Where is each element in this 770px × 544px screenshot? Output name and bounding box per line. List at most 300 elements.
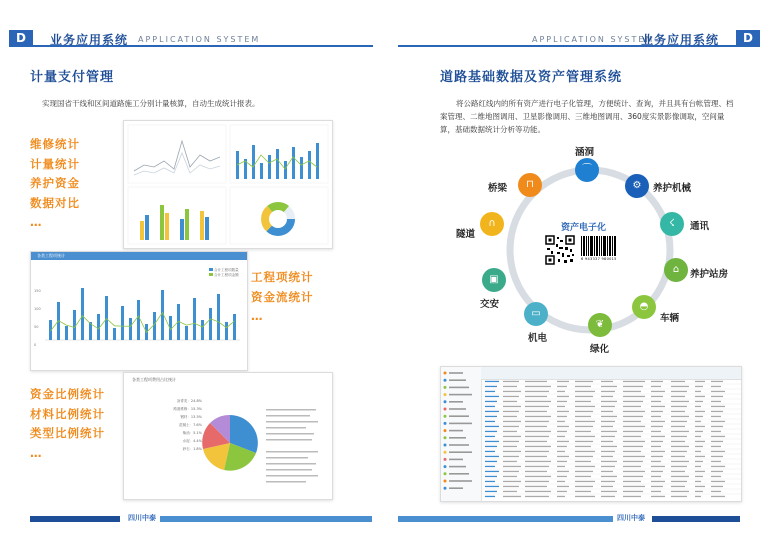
table-cell-text — [557, 411, 569, 412]
table-cell-text — [623, 486, 645, 487]
table-cell-text — [503, 436, 521, 437]
sidebar-text-line — [449, 423, 472, 425]
right-footer-label: 四川中泰 — [617, 514, 645, 522]
table-cell-text — [503, 486, 519, 487]
table-cell-text — [651, 496, 665, 497]
table-cell-text — [695, 396, 705, 397]
table-cell-text — [711, 451, 725, 452]
table-cell-text — [557, 406, 565, 407]
table-cell-text — [711, 406, 725, 407]
table-cell-text — [525, 471, 547, 472]
right-header-subtitle: APPLICATION SYSTEM — [532, 35, 655, 44]
table-cell-text — [711, 426, 723, 427]
table-cell-text — [525, 406, 549, 407]
table-cell-text — [485, 446, 497, 447]
table-cell-text — [575, 496, 595, 497]
table-cell-text — [503, 446, 517, 447]
table-cell-text — [711, 486, 723, 487]
pie-label: 钢材：13.5% — [180, 415, 202, 419]
table-cell-text — [651, 466, 665, 467]
table-cell-text — [503, 411, 519, 412]
table-cell-text — [695, 491, 703, 492]
sidebar-dot — [444, 444, 447, 447]
table-cell-text — [601, 406, 615, 407]
table-cell-text — [711, 401, 721, 402]
table-cell-text — [711, 391, 725, 392]
right-header-title: 业务应用系统 — [641, 33, 720, 47]
table-cell-text — [557, 391, 565, 392]
bus-icon: ▣ — [482, 268, 506, 292]
table-cell-text — [601, 496, 615, 497]
table-cell-text — [557, 496, 565, 497]
table-cell-text — [601, 436, 615, 437]
table-cell-text — [695, 381, 705, 382]
left-page-badge: D — [9, 30, 33, 47]
table-cell-text — [525, 491, 551, 492]
table-cell-text — [601, 466, 615, 467]
node-label-station: 养护站房 — [690, 269, 729, 280]
stats-list-2-item: 工程项统计 — [251, 270, 314, 284]
table-cell-text — [711, 466, 725, 467]
right-intro-text: 将公路红线内的所有资产进行电子化管理，方便统计、查询，并且具有台帐管理、档案管理、二维地图调用、卫星影像调用、三维地图调用、360度实景影像调取，空间量算，基础数据统计分析等功能。 — [440, 99, 734, 134]
table-cell-text — [695, 496, 701, 497]
table-cell-text — [623, 441, 645, 442]
table-cell-text — [557, 441, 569, 442]
table-cell-text — [711, 431, 721, 432]
table-cell-text — [485, 421, 495, 422]
table-cell-text — [503, 481, 521, 482]
table-cell-text — [557, 436, 565, 437]
stats-list-3-item: … — [30, 445, 43, 460]
barcode-number: 6 943337 980015 — [581, 257, 617, 261]
table-cell-text — [623, 411, 645, 412]
table-cell-text — [525, 391, 549, 392]
sidebar-text-line — [449, 394, 472, 396]
table-cell-text — [557, 471, 569, 472]
table-cell-text — [575, 461, 591, 462]
table-cell-text — [695, 476, 703, 477]
table-cell-text — [651, 421, 665, 422]
sidebar-text-line — [449, 487, 463, 489]
table-cell-text — [503, 406, 521, 407]
node-label-bridge: 桥梁 — [488, 183, 508, 194]
table-cell-text — [695, 406, 701, 407]
table-cell-text — [575, 381, 593, 382]
table-cell-text — [503, 461, 517, 462]
table-cell-text — [651, 456, 663, 457]
table-cell-text — [503, 471, 519, 472]
table-cell-text — [671, 406, 687, 407]
table-cell-text — [623, 476, 643, 477]
sidebar-dot — [444, 429, 447, 432]
table-cell-text — [651, 381, 663, 382]
table-cell-text — [695, 416, 703, 417]
table-cell-text — [695, 481, 701, 482]
table-cell-text — [711, 396, 723, 397]
table-cell-text — [711, 446, 721, 447]
table-cell-text — [711, 436, 725, 437]
table-cell-text — [695, 431, 703, 432]
table-cell-text — [623, 396, 645, 397]
stats-list-2-item: … — [251, 309, 264, 323]
cost-ratio-pie — [200, 403, 330, 495]
y-tick: 100 — [34, 307, 41, 311]
sidebar-dot — [444, 480, 447, 483]
table-cell-text — [671, 481, 687, 482]
stats-list-1-item: 维修统计 — [30, 137, 80, 151]
table-cell-text — [651, 406, 665, 407]
stat-bar — [193, 298, 196, 340]
table-cell-text — [485, 451, 495, 452]
stats-list-1-item: 计量统计 — [30, 156, 80, 171]
table-cell-text — [601, 431, 617, 432]
table-cell-text — [575, 401, 591, 402]
table-cell-text — [503, 466, 521, 467]
table-cell-text — [485, 426, 499, 427]
table-cell-text — [695, 486, 705, 487]
table-cell-text — [651, 391, 665, 392]
table-cell-text — [525, 446, 551, 447]
table-sidebar — [441, 367, 482, 501]
table-cell-text — [485, 416, 497, 417]
table-cell-text — [623, 451, 641, 452]
table-cell-text — [575, 436, 595, 437]
table-cell-text — [575, 416, 591, 417]
table-cell-text — [695, 401, 703, 402]
table-cell-text — [601, 391, 615, 392]
table-cell-text — [651, 491, 661, 492]
table-cell-text — [601, 396, 613, 397]
table-cell-text — [485, 456, 499, 457]
node-label-greening: 绿化 — [590, 344, 610, 355]
table-cell-text — [575, 491, 591, 492]
table-cell-text — [557, 446, 567, 447]
table-cell-text — [695, 426, 705, 427]
table-cell-text — [557, 476, 567, 477]
engineering-stats-panel-title: 各类工程项统计 — [31, 252, 247, 260]
table-cell-text — [485, 436, 495, 437]
table-cell-text — [575, 421, 595, 422]
table-cell-text — [503, 431, 517, 432]
table-cell-text — [557, 416, 567, 417]
sidebar-text-line — [449, 473, 469, 475]
stat-bar — [81, 288, 84, 340]
table-cell-text — [601, 456, 613, 457]
table-cell-text — [601, 411, 613, 412]
asset-table-screenshot — [440, 366, 742, 502]
table-cell-text — [623, 461, 643, 462]
table-cell-text — [601, 476, 617, 477]
table-cell-text — [623, 386, 643, 387]
node-label-communication: 通讯 — [690, 221, 710, 232]
table-cell-text — [485, 461, 497, 462]
table-cell-text — [503, 496, 521, 497]
dashboard-screenshot — [123, 120, 333, 249]
sidebar-dot — [444, 400, 447, 403]
sidebar-text-line — [449, 459, 463, 461]
table-cell-text — [557, 401, 567, 402]
sidebar-dot — [444, 422, 447, 425]
table-cell-text — [575, 456, 593, 457]
sidebar-dot — [444, 379, 447, 382]
table-cell-text — [485, 491, 497, 492]
table-cell-text — [557, 431, 567, 432]
table-cell-text — [651, 446, 661, 447]
sidebar-dot — [444, 487, 447, 490]
table-cell-text — [485, 406, 495, 407]
sidebar-dot — [444, 472, 447, 475]
table-cell-text — [623, 381, 645, 382]
node-label-culvert: 涵洞 — [575, 147, 595, 158]
legend-item: 合计工程项数量 — [214, 268, 239, 272]
dashboard-mini-charts — [124, 121, 332, 248]
table-cell-text — [485, 496, 495, 497]
qr-code-icon — [545, 235, 575, 265]
table-cell-text — [671, 491, 689, 492]
stats-list-3-item: 资金比例统计 — [30, 387, 105, 401]
table-cell-text — [623, 391, 641, 392]
plant-icon: ❦ — [588, 313, 612, 337]
table-cell-text — [525, 416, 551, 417]
left-footer-label: 四川中泰 — [128, 514, 156, 522]
stat-bar — [121, 306, 124, 340]
table-cell-text — [557, 486, 569, 487]
pie-label: 砂石：1.8% — [182, 447, 202, 451]
table-cell-text — [485, 431, 497, 432]
left-footer-bar-light — [160, 516, 372, 522]
table-cell-text — [601, 451, 615, 452]
table-cell-text — [503, 426, 519, 427]
table-cell-text — [671, 391, 687, 392]
table-cell-text — [651, 386, 661, 387]
table-cell-text — [651, 461, 661, 462]
table-cell-text — [623, 421, 641, 422]
stat-bar — [105, 296, 108, 340]
table-cell-text — [485, 411, 499, 412]
table-cell-text — [623, 401, 643, 402]
table-cell-text — [671, 461, 689, 462]
stats-list-3 — [30, 385, 105, 463]
table-cell-text — [695, 461, 703, 462]
table-cell-text — [623, 496, 641, 497]
stat-bar — [217, 294, 220, 340]
table-cell-text — [623, 481, 641, 482]
table-cell-text — [695, 471, 705, 472]
table-cell-text — [575, 386, 591, 387]
table-cell-text — [711, 481, 725, 482]
table-cell-text — [575, 486, 593, 487]
table-cell-text — [695, 411, 705, 412]
table-cell-text — [671, 451, 687, 452]
table-cell-text — [525, 476, 551, 477]
sidebar-text-line — [449, 437, 466, 439]
stats-list-1 — [30, 135, 80, 233]
table-cell-text — [695, 441, 705, 442]
table-cell-text — [601, 426, 613, 427]
table-cell-text — [651, 481, 665, 482]
tunnel-icon: ∩ — [480, 212, 504, 236]
table-cell-text — [651, 401, 661, 402]
right-footer-bar-light — [398, 516, 613, 522]
sidebar-dot — [444, 386, 447, 389]
table-cell-text — [575, 426, 593, 427]
sidebar-dot — [444, 393, 447, 396]
table-cell-text — [503, 391, 521, 392]
engineering-stats-chart — [45, 272, 243, 366]
table-cell-text — [711, 386, 721, 387]
table-cell-text — [525, 386, 551, 387]
sidebar-text-line — [449, 444, 469, 446]
table-cell-text — [557, 381, 569, 382]
table-cell-text — [575, 406, 595, 407]
table-cell-text — [601, 441, 613, 442]
table-cell-text — [651, 396, 663, 397]
table-cell-text — [575, 476, 591, 477]
sidebar-dot — [444, 372, 447, 375]
pie-label: 路面维修：15.3% — [173, 407, 202, 411]
table-cell-text — [671, 446, 689, 447]
table-cell-text — [711, 496, 725, 497]
table-cell-text — [575, 411, 593, 412]
legend-item: 合计工程项金额 — [214, 273, 239, 277]
sidebar-text-line — [449, 401, 463, 403]
stat-bar — [225, 322, 228, 340]
table-cell-text — [601, 491, 617, 492]
table-cell-text — [601, 471, 613, 472]
left-footer-bar-dark — [30, 516, 120, 522]
stat-bar — [129, 318, 132, 340]
stat-bar — [233, 314, 236, 340]
node-label-electromechanical: 机电 — [528, 333, 548, 344]
left-header-title: 业务应用系统 — [50, 33, 129, 47]
table-cell-text — [503, 476, 517, 477]
table-cell-text — [525, 486, 547, 487]
table-cell-text — [525, 496, 549, 497]
table-cell-text — [525, 456, 547, 457]
stat-bar — [65, 326, 68, 340]
table-cell-text — [503, 401, 517, 402]
table-cell-text — [711, 461, 721, 462]
table-cell-text — [623, 426, 645, 427]
table-cell-text — [671, 396, 685, 397]
engineering-stats-yticks — [34, 282, 41, 354]
table-cell-text — [671, 471, 685, 472]
pie-label: 水泥：4.4% — [182, 439, 202, 443]
table-cell-text — [651, 476, 661, 477]
table-cell-text — [671, 401, 689, 402]
stat-bar — [137, 300, 140, 340]
node-label-traffic-safety: 交安 — [480, 299, 500, 310]
table-cell-text — [575, 396, 593, 397]
table-cell-text — [503, 451, 521, 452]
sidebar-text-line — [449, 466, 466, 468]
table-cell-text — [485, 381, 499, 382]
sidebar-dot — [444, 436, 447, 439]
table-cell-text — [601, 381, 613, 382]
table-cell-text — [503, 441, 519, 442]
table-cell-text — [651, 431, 661, 432]
table-cell-text — [525, 381, 547, 382]
table-cell-text — [557, 386, 567, 387]
table-cell-text — [711, 456, 723, 457]
cost-ratio-screenshot — [123, 372, 333, 500]
table-cell-text — [601, 421, 615, 422]
table-cell-text — [485, 391, 495, 392]
left-header-subtitle: APPLICATION SYSTEM — [138, 35, 261, 44]
table-cell-text — [711, 411, 723, 412]
table-cell-text — [671, 466, 687, 467]
house-icon: ⌂ — [664, 258, 688, 282]
table-cell-text — [557, 491, 567, 492]
table-cell-text — [485, 471, 499, 472]
table-cell-text — [503, 416, 517, 417]
table-cell-text — [623, 491, 643, 492]
node-label-machinery: 养护机械 — [653, 183, 692, 194]
asset-center-label: 资产电子化 — [561, 223, 607, 233]
table-cell-text — [525, 426, 547, 427]
table-cell-text — [651, 471, 663, 472]
table-cell-text — [695, 386, 703, 387]
table-cell-text — [711, 416, 721, 417]
table-cell-text — [695, 421, 701, 422]
left-section-title: 计量支付管理 — [30, 70, 115, 85]
table-cell-text — [695, 391, 701, 392]
sidebar-dot — [444, 415, 447, 418]
table-cell-text — [575, 431, 591, 432]
table-cell-text — [671, 441, 685, 442]
table-cell-text — [651, 416, 661, 417]
table-cell-text — [503, 381, 519, 382]
table-cell-text — [485, 396, 499, 397]
stat-bar — [73, 310, 76, 340]
table-cell-text — [503, 386, 517, 387]
pie-label: 混凝土：7.6% — [179, 423, 202, 427]
sidebar-text-line — [449, 387, 469, 389]
table-cell-text — [695, 446, 703, 447]
table-cell-text — [711, 471, 723, 472]
table-cell-text — [557, 456, 569, 457]
table-cell-text — [525, 396, 547, 397]
sidebar-text-line — [449, 372, 463, 374]
device-icon: ▭ — [524, 302, 548, 326]
table-cell-text — [623, 436, 641, 437]
stats-list-3-item: 类型比例统计 — [30, 426, 105, 440]
table-cell-text — [503, 456, 519, 457]
table-cell-text — [525, 441, 547, 442]
sidebar-text-line — [449, 430, 463, 432]
table-cell-text — [525, 431, 551, 432]
table-cell-text — [623, 456, 645, 457]
table-cell-text — [485, 466, 495, 467]
y-tick: 50 — [34, 325, 39, 329]
table-cell-text — [623, 406, 641, 407]
stat-bar — [209, 308, 212, 340]
cost-ratio-panel-title: 各类工程项费用占比统计 — [132, 377, 176, 382]
table-cell-text — [671, 381, 685, 382]
engineering-stats-screenshot — [30, 251, 248, 371]
table-cell-text — [601, 486, 613, 487]
table-cell-text — [557, 426, 569, 427]
sidebar-dot — [444, 451, 447, 454]
table-cell-text — [575, 441, 593, 442]
table-cell-text — [671, 431, 689, 432]
y-tick: 150 — [34, 289, 41, 293]
table-cell-text — [575, 466, 595, 467]
table-cell-text — [623, 416, 643, 417]
table-cell-text — [525, 401, 551, 402]
pie-left-labels — [132, 397, 202, 453]
excavator-icon: ⚙ — [625, 174, 649, 198]
